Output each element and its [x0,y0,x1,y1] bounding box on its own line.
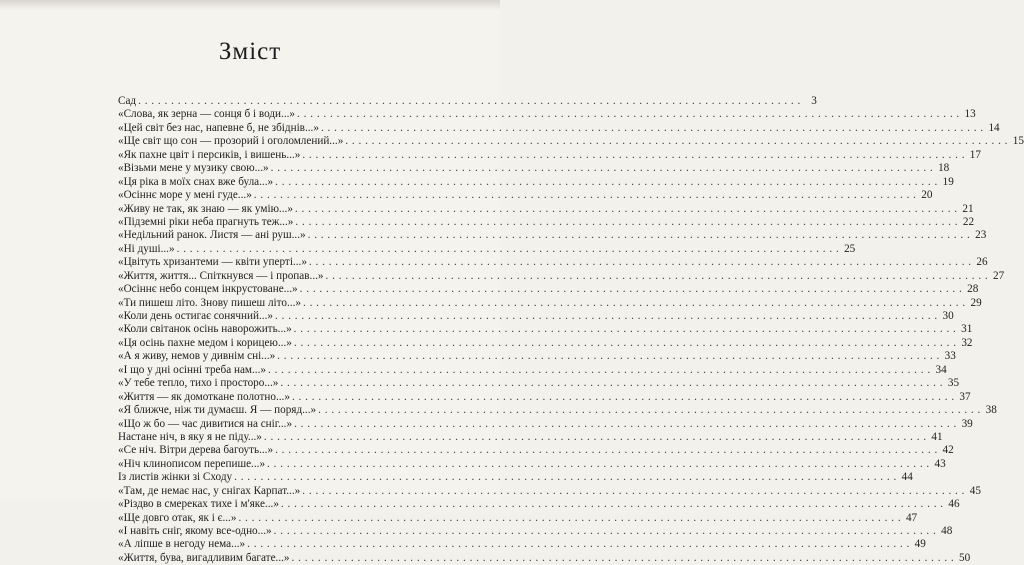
toc-entry [118,310,954,323]
toc-entry-page-number: 33 [944,350,956,363]
toc-entry-title: «Життя — як домоткане полотно...» [118,390,290,403]
toc-entry-page-number: 31 [961,323,973,336]
toc-dot-leader [271,162,934,175]
toc-entry-page-number: 50 [959,551,971,564]
toc-dot-leader [292,391,955,404]
toc-entry [118,135,1024,148]
page-top-shadow [0,0,500,10]
toc-dot-leader [300,283,963,296]
toc-entry-title: «Ще довго отак, як і є...» [118,511,237,524]
toc-dot-leader [177,243,840,256]
toc-dot-leader [318,404,981,417]
toc-dot-leader [294,418,957,431]
toc-dot-leader [281,498,944,511]
toc-entry-page-number: 43 [934,457,946,470]
toc-entry-title: «Різдво в смереках тихе і м'яке...» [118,498,279,511]
toc-entry [118,269,1005,283]
toc-entry [118,363,947,377]
toc-entry-title: «Там, де немає нас, у снігах Карпат...» [118,484,301,497]
toc-entry-title: «Недільний ранок. Листя — ані руш...» [118,229,306,242]
toc-entry [118,215,975,229]
toc-entry-title: «Слова, як зерна — сонця б і води...» [118,108,296,121]
toc-entry-page-number: 17 [969,148,981,161]
toc-dot-leader [295,203,958,216]
toc-entry-title: «Життя, життя... Спіткнувся — і пропав...» [118,269,324,282]
toc-dot-leader [326,270,989,283]
toc-entry-page-number: 25 [844,242,856,255]
toc-dot-leader [238,512,901,525]
toc-entry [118,283,979,296]
toc-entry [118,511,918,525]
toc-entry-title: «Як пахне цвіт і персиків, і вишень...» [118,148,301,161]
toc-entry-page-number: 46 [948,498,960,511]
toc-dot-leader [275,444,938,457]
toc-entry-title: «Що ж бо — час дивитися на сніг...» [118,417,293,430]
toc-entry-title: «Візьми мене у музику свою...» [118,162,269,175]
toc-entry-page-number: 18 [938,162,950,175]
toc-dot-leader [297,108,960,121]
toc-entry-page-number: 26 [976,256,988,269]
toc-entry-page-number: 23 [975,229,987,242]
toc-entry-page-number: 41 [931,430,943,443]
toc-entry-page-number: 37 [959,390,971,403]
toc-entry-page-number: 29 [970,296,982,309]
toc-dot-leader [254,189,917,202]
toc-entry-title: «Осіннє море у мені гуде...» [118,189,252,202]
toc-entry-title: «Цей світ без нас, напевне б, не збіднів...» [118,121,319,134]
toc-entry-page-number: 38 [985,404,997,417]
toc-entry-title: «У тебе тепло, тихо і просторо...» [118,377,279,390]
toc-entry-title: «Ця осінь пахне медом і корицею...» [118,336,292,349]
toc-entry-title: «Коли день остигає сонячний...» [118,310,273,322]
toc-dot-leader [345,135,1008,148]
toc-dot-leader [268,364,931,377]
toc-entry [118,242,856,256]
toc-entry [118,430,943,444]
toc-entry [118,390,971,404]
toc-dot-leader [138,95,801,108]
toc-entry [118,175,954,189]
toc-entry-title: «І що у дні осінні треба нам...» [118,363,266,376]
toc-entry [118,148,981,162]
toc-entry-title: «Осіннє небо сонцем інкрустоване...» [118,283,298,296]
toc-dot-leader [234,471,897,484]
table-of-contents [118,95,1024,565]
toc-entry [118,350,956,363]
toc-entry-title: «А ліпше в негоду нема...» [118,538,246,551]
toc-entry [118,457,946,471]
toc-dot-leader [267,458,930,471]
toc-entry-page-number: 35 [947,377,960,390]
toc-entry [118,108,976,121]
toc-dot-leader [303,297,966,310]
toc-entry-page-number: 21 [962,202,974,215]
toc-entry [118,296,982,310]
toc-entry-page-number: 48 [941,525,953,537]
toc-entry [118,121,1000,135]
toc-entry-title: «А я живу, немов у дивнім сні...» [118,350,276,363]
toc-entry-title: «Цвітуть хризантеми — квіти уперті...» [118,256,307,269]
toc-entry [118,256,988,269]
toc-entry-title: «Підземні ріки неба прагнуть теж...» [118,215,294,228]
toc-entry [118,336,973,350]
toc-entry-page-number: 19 [942,175,954,188]
toc-dot-leader [280,377,943,390]
toc-entry-page-number: 20 [921,189,933,202]
toc-entry [118,377,960,390]
toc-dot-leader [294,337,957,350]
toc-entry-page-number: 44 [901,471,913,484]
toc-entry-title: «Живу не так, як знаю — як умію...» [118,202,293,215]
toc-dot-leader [264,431,927,444]
toc-entry [118,417,973,431]
toc-entry-page-number: 28 [967,283,979,296]
page-title: Зміст [218,38,282,65]
toc-dot-leader [302,485,965,498]
toc-entry [118,498,960,511]
toc-entry [118,95,817,108]
toc-dot-leader [294,323,957,336]
toc-entry-page-number: 27 [993,269,1005,282]
toc-entry-page-number: 45 [969,484,981,497]
toc-dot-leader [277,350,940,363]
toc-entry [118,551,971,565]
toc-entry-title: «Ще світ що сон — прозорий і оголомлений...» [118,135,344,148]
toc-entry-title: Із листів жінки зі Сходу [118,471,233,484]
toc-entry-page-number: 3 [811,95,817,107]
toc-dot-leader [292,552,955,565]
toc-entry [118,471,913,484]
toc-dot-leader [321,122,984,135]
toc-entry [118,444,954,457]
toc-entry-title: «І навіть сніг, якому все-одно...» [118,525,272,537]
toc-dot-leader [247,538,910,551]
toc-entry-page-number: 22 [962,215,975,228]
toc-dot-leader [275,176,938,189]
toc-entry-title: «Коли світанок осінь наворожить...» [118,323,292,336]
toc-entry [118,404,997,417]
toc-entry-title: «Ця ріка в моїх снах вже була...» [118,175,274,188]
toc-entry-title: «Ніч клинописом перепише...» [118,457,266,470]
toc-entry-page-number: 42 [942,444,954,457]
toc-entry [118,189,933,202]
toc-entry-title: Настане ніч, в яку я не піду...» [118,430,262,443]
toc-entry-page-number: 13 [964,108,976,121]
toc-entry-page-number: 30 [942,310,954,322]
toc-entry-page-number: 34 [935,363,947,376]
toc-entry-title: «Се ніч. Вітри дерева багоуть...» [118,444,274,457]
toc-entry [118,484,981,498]
toc-entry [118,202,974,216]
toc-entry [118,538,926,551]
toc-dot-leader [302,149,965,162]
toc-entry-title: Сад [118,95,137,107]
toc-dot-leader [275,310,938,323]
toc-entry [118,229,987,242]
toc-dot-leader [308,229,971,242]
toc-dot-leader [295,216,958,229]
toc-entry-page-number: 49 [914,538,926,551]
toc-entry [118,525,953,538]
toc-dot-leader [274,525,937,538]
toc-entry-page-number: 32 [961,336,973,349]
toc-entry-page-number: 47 [905,511,918,524]
toc-dot-leader [309,256,972,269]
toc-entry-title: «Я ближче, ніж ти думаєш. Я — поряд...» [118,404,317,417]
toc-entry-page-number: 15 [1012,135,1024,148]
toc-entry [118,323,973,336]
toc-entry-title: «Ні душі...» [118,242,175,255]
toc-entry-page-number: 39 [961,417,973,430]
toc-entry-title: «Життя, бува, вигадливим багате...» [118,551,290,564]
toc-entry [118,162,950,175]
toc-entry-title: «Ти пишеш літо. Знову пишеш літо...» [118,296,301,309]
toc-entry-page-number: 14 [988,121,1000,134]
